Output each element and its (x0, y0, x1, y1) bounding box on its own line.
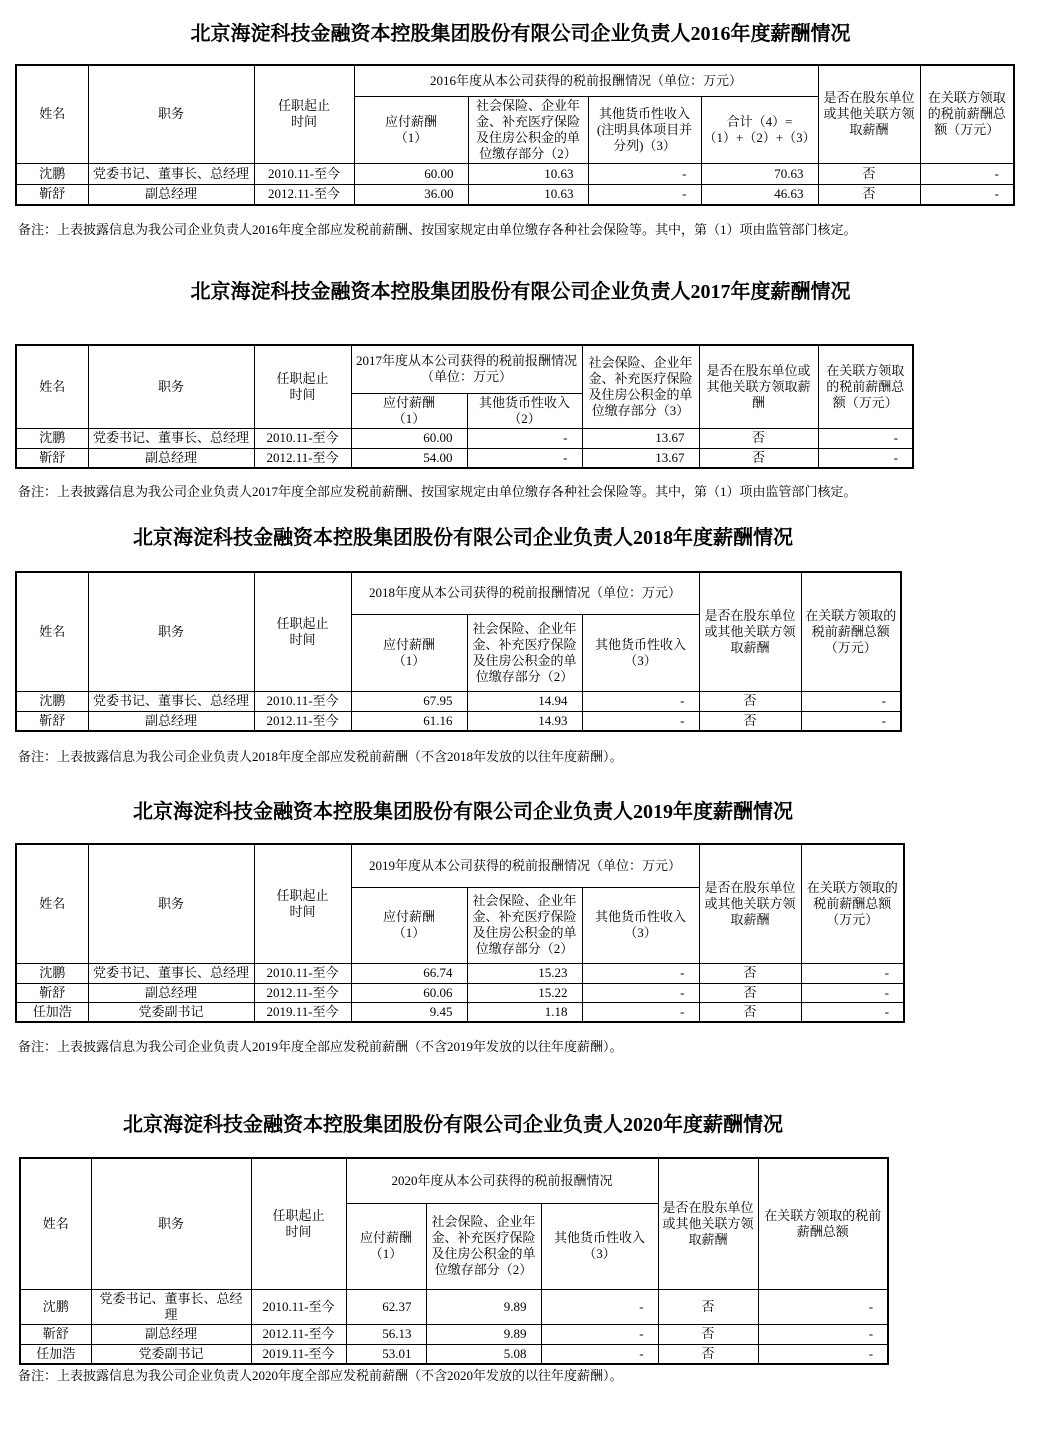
header-position: 职务 (91, 1158, 251, 1289)
cell-tenure: 2012.11-至今 (254, 184, 354, 205)
header-payable (351, 887, 467, 963)
cell-name: 靳舒 (16, 448, 88, 468)
table-row (16, 1002, 904, 1022)
header-tenure-label: 任职起止时间 (277, 98, 330, 130)
cell-payable: 60.06 (351, 983, 467, 1002)
header-payable-label: 应付薪酬（1） (382, 394, 435, 426)
header-row-top (16, 844, 904, 887)
cell-related-amt: - (818, 428, 913, 448)
cell-name: 靳舒 (16, 184, 88, 205)
cell-total: 70.63 (701, 163, 818, 184)
cell-other: - (588, 184, 701, 205)
cell-related-amt: - (920, 163, 1014, 184)
header-row-top (20, 1158, 888, 1203)
header-payable (351, 614, 467, 691)
cell-tenure: 2012.11-至今 (254, 983, 351, 1002)
cell-related-amt: - (801, 1002, 904, 1022)
cell-related-amt: - (801, 691, 901, 711)
section-title-2018: 北京海淀科技金融资本控股集团股份有限公司企业负责人2018年度薪酬情况 (133, 527, 793, 549)
cell-position: 党委书记、董事长、总经理 (88, 163, 254, 184)
cell-other: - (582, 963, 699, 983)
header-tenure (254, 65, 354, 163)
cell-related-amt: - (758, 1289, 888, 1324)
cell-name: 沈鹏 (16, 691, 88, 711)
cell-name: 任加浩 (20, 1344, 91, 1364)
cell-payable: 54.00 (351, 448, 467, 468)
cell-tenure: 2012.11-至今 (251, 1324, 346, 1344)
cell-other: - (582, 983, 699, 1002)
header-row-top (16, 572, 901, 614)
cell-tenure: 2010.11-至今 (254, 428, 351, 448)
header-position: 职务 (88, 844, 254, 963)
header-tenure-label: 任职起止时间 (276, 370, 329, 402)
header-related-q: 是否在股东单位或其他关联方领取薪酬 (699, 844, 801, 963)
cell-name: 沈鹏 (20, 1289, 91, 1324)
cell-position: 副总经理 (88, 184, 254, 205)
section-note-2019: 备注：上表披露信息为我公司企业负责人2019年度全部应发税前薪酬（不含2019年发放的以往年度薪酬）。 (18, 1039, 623, 1054)
cell-related-amt: - (758, 1324, 888, 1344)
section-title-2017: 北京海淀科技金融资本控股集团股份有限公司企业负责人2017年度薪酬情况 (190, 281, 851, 303)
cell-name: 靳舒 (16, 983, 88, 1002)
cell-payable: 56.13 (346, 1324, 426, 1344)
cell-position: 副总经理 (88, 983, 254, 1002)
cell-other: - (467, 448, 582, 468)
header-other-label: 其他货币性收入（3） (594, 909, 686, 940)
header-payable-label: 应付薪酬（1） (382, 636, 435, 668)
cell-position: 党委副书记 (88, 1002, 254, 1022)
header-tenure (254, 572, 351, 691)
cell-payable: 53.01 (346, 1344, 426, 1364)
header-other-label: 其他货币性收入（3） (594, 636, 686, 668)
cell-position: 党委书记、董事长、总经理 (88, 428, 254, 448)
section-title-2019: 北京海淀科技金融资本控股集团股份有限公司企业负责人2019年度薪酬情况 (133, 801, 793, 823)
cell-position: 党委副书记 (91, 1344, 251, 1364)
salary-table-2016 (15, 64, 1015, 206)
salary-table-2018 (15, 571, 902, 732)
cell-social: 14.93 (467, 711, 582, 731)
table-row (16, 711, 901, 731)
section-title-2016: 北京海淀科技金融资本控股集团股份有限公司企业负责人2016年度薪酬情况 (190, 23, 851, 45)
cell-tenure: 2012.11-至今 (254, 448, 351, 468)
salary-table-2020 (19, 1157, 889, 1365)
header-related-amt: 在关联方领取的税前薪酬总额 (758, 1158, 888, 1289)
cell-other: - (582, 691, 699, 711)
cell-related-amt: - (801, 983, 904, 1002)
header-position: 职务 (88, 572, 254, 691)
header-related-q: 是否在股东单位或其他关联方领取薪酬 (699, 572, 801, 691)
cell-social: 9.89 (426, 1324, 541, 1344)
cell-social: 1.18 (467, 1002, 582, 1022)
header-social: 社会保险、企业年金、补充医疗保险及住房公积金的单位缴存部分（3） (582, 345, 699, 428)
cell-related-q: 否 (699, 963, 801, 983)
cell-related-amt: - (818, 448, 913, 468)
cell-payable: 67.95 (351, 691, 467, 711)
header-other-label: 其他货币性收入（2） (478, 394, 570, 426)
table-row (16, 184, 1014, 205)
table-row (20, 1344, 888, 1364)
cell-social: 13.67 (582, 448, 699, 468)
cell-social: 14.94 (467, 691, 582, 711)
cell-related-q: 否 (818, 184, 920, 205)
section-note-2016: 备注：上表披露信息为我公司企业负责人2016年度全部应发税前薪酬、按国家规定由单位缴存各种社会保险等。其中，第（1）项由监管部门核定。 (18, 222, 857, 237)
table-row (20, 1289, 888, 1324)
cell-related-q: 否 (658, 1289, 758, 1324)
header-related-amt (920, 65, 1014, 163)
header-payable (346, 1203, 426, 1289)
cell-payable: 61.16 (351, 711, 467, 731)
header-social: 社会保险、企业年金、补充医疗保险及住房公积金的单位缴存部分（2） (467, 614, 582, 691)
header-social: 社会保险、企业年金、补充医疗保险及住房公积金的单位缴存部分（2） (468, 96, 588, 163)
cell-social: 15.22 (467, 983, 582, 1002)
header-related-amt (801, 572, 901, 691)
header-related-amt-label: 在关联方领取的税前薪酬总额（万元） (826, 362, 905, 410)
header-tenure (251, 1158, 346, 1289)
cell-related-q: 否 (699, 448, 818, 468)
header-related-amt-label: 在关联方领取的税前薪酬总额（万元） (805, 607, 897, 655)
header-payable-label: 应付薪酬（1） (359, 1230, 412, 1261)
cell-name: 沈鹏 (16, 163, 88, 184)
cell-related-amt: - (801, 963, 904, 983)
header-name: 姓名 (16, 65, 88, 163)
cell-name: 靳舒 (20, 1324, 91, 1344)
cell-tenure: 2012.11-至今 (254, 711, 351, 731)
table-row (16, 691, 901, 711)
section-note-2020: 备注：上表披露信息为我公司企业负责人2020年度全部应发税前薪酬（不含2020年发放的以往年度薪酬）。 (18, 1368, 623, 1383)
cell-social: 9.89 (426, 1289, 541, 1324)
cell-related-q: 否 (658, 1324, 758, 1344)
cell-social: 15.23 (467, 963, 582, 983)
table-row (16, 963, 904, 983)
header-related-q: 是否在股东单位或其他关联方领取薪酬 (699, 345, 818, 428)
cell-related-amt: - (920, 184, 1014, 205)
cell-related-q: 否 (818, 163, 920, 184)
header-other (582, 614, 699, 691)
cell-tenure: 2019.11-至今 (254, 1002, 351, 1022)
table-row (16, 163, 1014, 184)
header-related-q: 是否在股东单位或其他关联方领取薪酬 (658, 1158, 758, 1289)
cell-position: 党委书记、董事长、总经理 (91, 1289, 251, 1324)
cell-other: - (541, 1344, 658, 1364)
cell-name: 沈鹏 (16, 428, 88, 448)
cell-position: 副总经理 (88, 448, 254, 468)
header-name: 姓名 (16, 572, 88, 691)
header-related-q: 是否在股东单位或其他关联方领取薪酬 (818, 65, 920, 163)
header-tenure-label: 任职起止时间 (276, 887, 329, 919)
cell-other: - (582, 711, 699, 731)
cell-other: - (541, 1289, 658, 1324)
header-other (541, 1203, 658, 1289)
header-related-amt (801, 844, 904, 963)
cell-tenure: 2010.11-至今 (254, 163, 354, 184)
header-tenure (254, 844, 351, 963)
cell-social: 10.63 (468, 184, 588, 205)
cell-tenure: 2010.11-至今 (254, 963, 351, 983)
cell-related-q: 否 (699, 711, 801, 731)
cell-total: 46.63 (701, 184, 818, 205)
salary-table-2019 (15, 843, 905, 1023)
cell-position: 党委书记、董事长、总经理 (88, 963, 254, 983)
header-social: 社会保险、企业年金、补充医疗保险及住房公积金的单位缴存部分（2） (467, 887, 582, 963)
cell-payable: 66.74 (351, 963, 467, 983)
cell-payable: 62.37 (346, 1289, 426, 1324)
cell-payable: 60.00 (351, 428, 467, 448)
cell-other: - (541, 1324, 658, 1344)
header-payable (354, 96, 468, 163)
cell-tenure: 2019.11-至今 (251, 1344, 346, 1364)
cell-other: - (467, 428, 582, 448)
cell-name: 沈鹏 (16, 963, 88, 983)
cell-payable: 60.00 (354, 163, 468, 184)
header-tenure-label: 任职起止时间 (276, 615, 329, 647)
header-income-group: 2017年度从本公司获得的税前报酬情况（单位：万元） (351, 345, 582, 393)
header-position: 职务 (88, 65, 254, 163)
table-row (16, 428, 913, 448)
header-payable (351, 393, 467, 428)
header-position: 职务 (88, 345, 254, 428)
header-name: 姓名 (20, 1158, 91, 1289)
header-other: 其他货币性收入(注明具体项目并分列)（3） (588, 96, 701, 163)
table-row (16, 983, 904, 1002)
header-tenure-label: 任职起止时间 (272, 1207, 325, 1239)
table-row (20, 1324, 888, 1344)
cell-related-amt: - (801, 711, 901, 731)
cell-name: 靳舒 (16, 711, 88, 731)
cell-related-q: 否 (658, 1344, 758, 1364)
section-note-2018: 备注：上表披露信息为我公司企业负责人2018年度全部应发税前薪酬（不含2018年发放的以往年度薪酬）。 (18, 749, 623, 764)
cell-related-q: 否 (699, 1002, 801, 1022)
header-income-group: 2019年度从本公司获得的税前报酬情况（单位：万元） (351, 844, 699, 887)
header-name: 姓名 (16, 844, 88, 963)
cell-payable: 36.00 (354, 184, 468, 205)
header-income-group: 2018年度从本公司获得的税前报酬情况（单位：万元） (351, 572, 699, 614)
cell-social: 13.67 (582, 428, 699, 448)
header-income-group: 2016年度从本公司获得的税前报酬情况（单位：万元） (354, 65, 818, 96)
header-social: 社会保险、企业年金、补充医疗保险及住房公积金的单位缴存部分（2） (426, 1203, 541, 1289)
header-row-top (16, 345, 913, 393)
table-row (16, 448, 913, 468)
cell-social: 5.08 (426, 1344, 541, 1364)
header-payable-label: 应付薪酬（1） (382, 909, 435, 940)
header-name: 姓名 (16, 345, 88, 428)
header-other-label: 其他货币性收入（3） (554, 1230, 646, 1261)
cell-related-q: 否 (699, 691, 801, 711)
cell-other: - (588, 163, 701, 184)
cell-payable: 9.45 (351, 1002, 467, 1022)
header-tenure (254, 345, 351, 428)
cell-related-q: 否 (699, 983, 801, 1002)
cell-tenure: 2010.11-至今 (254, 691, 351, 711)
section-title-2020: 北京海淀科技金融资本控股集团股份有限公司企业负责人2020年度薪酬情况 (123, 1114, 783, 1136)
cell-position: 党委书记、董事长、总经理 (88, 691, 254, 711)
header-row-top (16, 65, 1014, 96)
header-other (582, 887, 699, 963)
header-other (467, 393, 582, 428)
cell-other: - (582, 1002, 699, 1022)
cell-name: 任加浩 (16, 1002, 88, 1022)
cell-position: 副总经理 (88, 711, 254, 731)
salary-table-2017 (15, 344, 914, 469)
cell-tenure: 2010.11-至今 (251, 1289, 346, 1324)
cell-social: 10.63 (468, 163, 588, 184)
cell-related-q: 否 (699, 428, 818, 448)
header-total: 合计（4）=（1）+（2）+（3） (701, 96, 818, 163)
header-related-amt (818, 345, 913, 428)
header-related-amt-label: 在关联方领取的税前薪酬总额（万元） (927, 90, 1006, 138)
cell-position: 副总经理 (91, 1324, 251, 1344)
header-payable-label: 应付薪酬（1） (384, 113, 437, 145)
section-note-2017: 备注：上表披露信息为我公司企业负责人2017年度全部应发税前薪酬、按国家规定由单位缴存各种社会保险等。其中，第（1）项由监管部门核定。 (18, 484, 857, 499)
header-related-amt-label: 在关联方领取的税前薪酬总额（万元） (806, 879, 898, 927)
header-income-group: 2020年度从本公司获得的税前报酬情况 (346, 1158, 658, 1203)
cell-related-amt: - (758, 1344, 888, 1364)
